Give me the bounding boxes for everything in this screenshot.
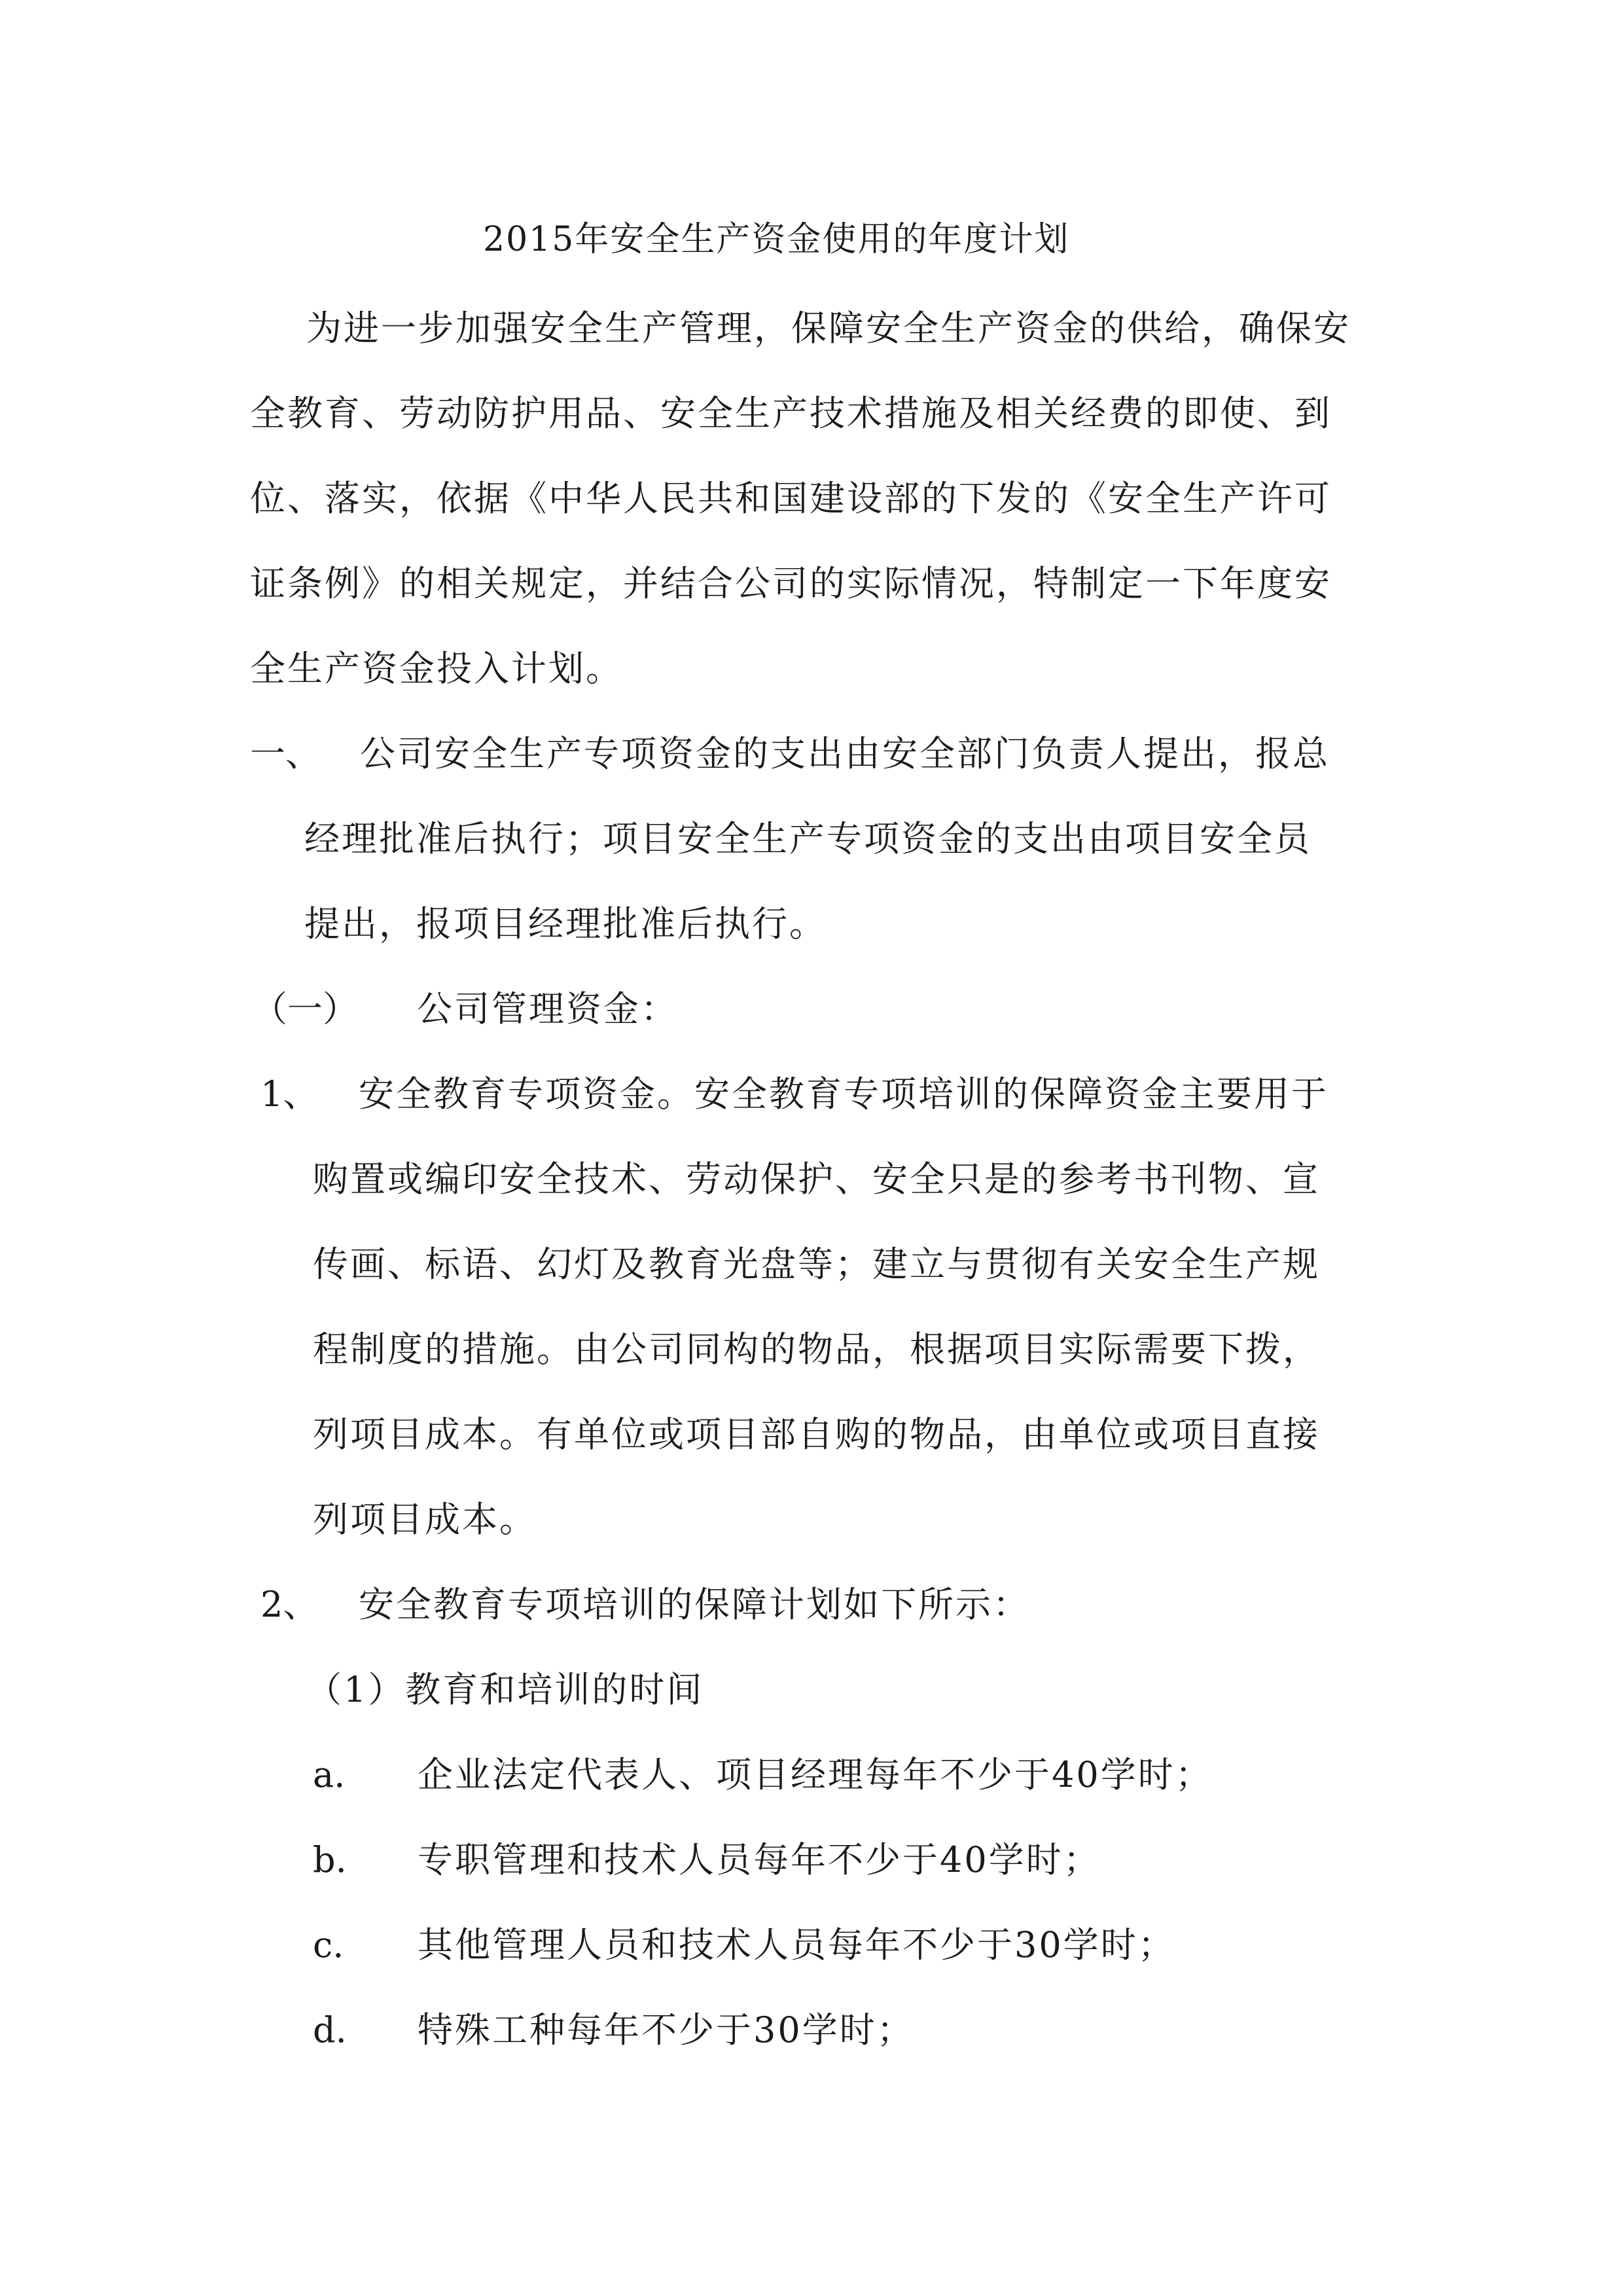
- subsection-one-marker: （一）: [252, 988, 358, 1030]
- item-1-line-6: 列项目成本。: [313, 1499, 537, 1540]
- letter-item-b-text: 专职管理和技术人员每年不少于40学时；: [418, 1839, 1101, 1880]
- subsection-one-text: 公司管理资金：: [417, 988, 678, 1030]
- letter-item-a-marker: a.: [313, 1754, 346, 1795]
- item-2-text: 安全教育专项培训的保障计划如下所示：: [359, 1584, 1030, 1625]
- letter-item-b-marker: b.: [313, 1839, 347, 1880]
- intro-line-1: 为进一步加强安全生产管理，保障安全生产资金的供给，确保安: [306, 308, 1351, 349]
- item-1-marker: 1、: [260, 1073, 319, 1115]
- letter-item-a-text: 企业法定代表人、项目经理每年不少于40学时；: [418, 1754, 1213, 1795]
- section-one-line-2: 经理批准后执行；项目安全生产专项资金的支出由项目安全员: [304, 818, 1311, 859]
- section-one-line-1: 公司安全生产专项资金的支出由安全部门负责人提出，报总: [360, 733, 1330, 774]
- letter-item-c-marker: c.: [313, 1924, 344, 1965]
- letter-item-d-text: 特殊工种每年不少于30学时；: [418, 2009, 914, 2051]
- item-1-line-2: 购置或编印安全技术、劳动保护、安全只是的参考书刊物、宣: [313, 1158, 1320, 1200]
- section-one-line-3: 提出，报项目经理批准后执行。: [304, 903, 827, 944]
- intro-line-4: 证条例》的相关规定，并结合公司的实际情况，特制定一下年度安: [250, 563, 1332, 604]
- item-2-marker: 2、: [260, 1584, 319, 1625]
- item-1-line-1: 安全教育专项资金。安全教育专项培训的保障资金主要用于: [359, 1073, 1329, 1115]
- intro-line-5: 全生产资金投入计划。: [250, 648, 623, 689]
- document-title: 2015年安全生产资金使用的年度计划: [483, 220, 1070, 259]
- item-1-line-5: 列项目成本。有单位或项目部自购的物品，由单位或项目直接: [313, 1414, 1320, 1455]
- item-1-line-3: 传画、标语、幻灯及教育光盘等；建立与贯彻有关安全生产规: [313, 1244, 1320, 1285]
- section-one-marker: 一、: [250, 733, 321, 774]
- sub-item-1-text: （1）教育和培训的时间: [306, 1669, 704, 1710]
- intro-line-2: 全教育、劳动防护用品、安全生产技术措施及相关经费的即使、到: [250, 393, 1332, 434]
- letter-item-c-text: 其他管理人员和技术人员每年不少于30学时；: [418, 1924, 1175, 1965]
- item-1-line-4: 程制度的措施。由公司同构的物品，根据项目实际需要下拨，: [313, 1329, 1320, 1370]
- intro-line-3: 位、落实，依据《中华人民共和国建设部的下发的《安全生产许可: [250, 478, 1332, 519]
- letter-item-d-marker: d.: [313, 2009, 347, 2051]
